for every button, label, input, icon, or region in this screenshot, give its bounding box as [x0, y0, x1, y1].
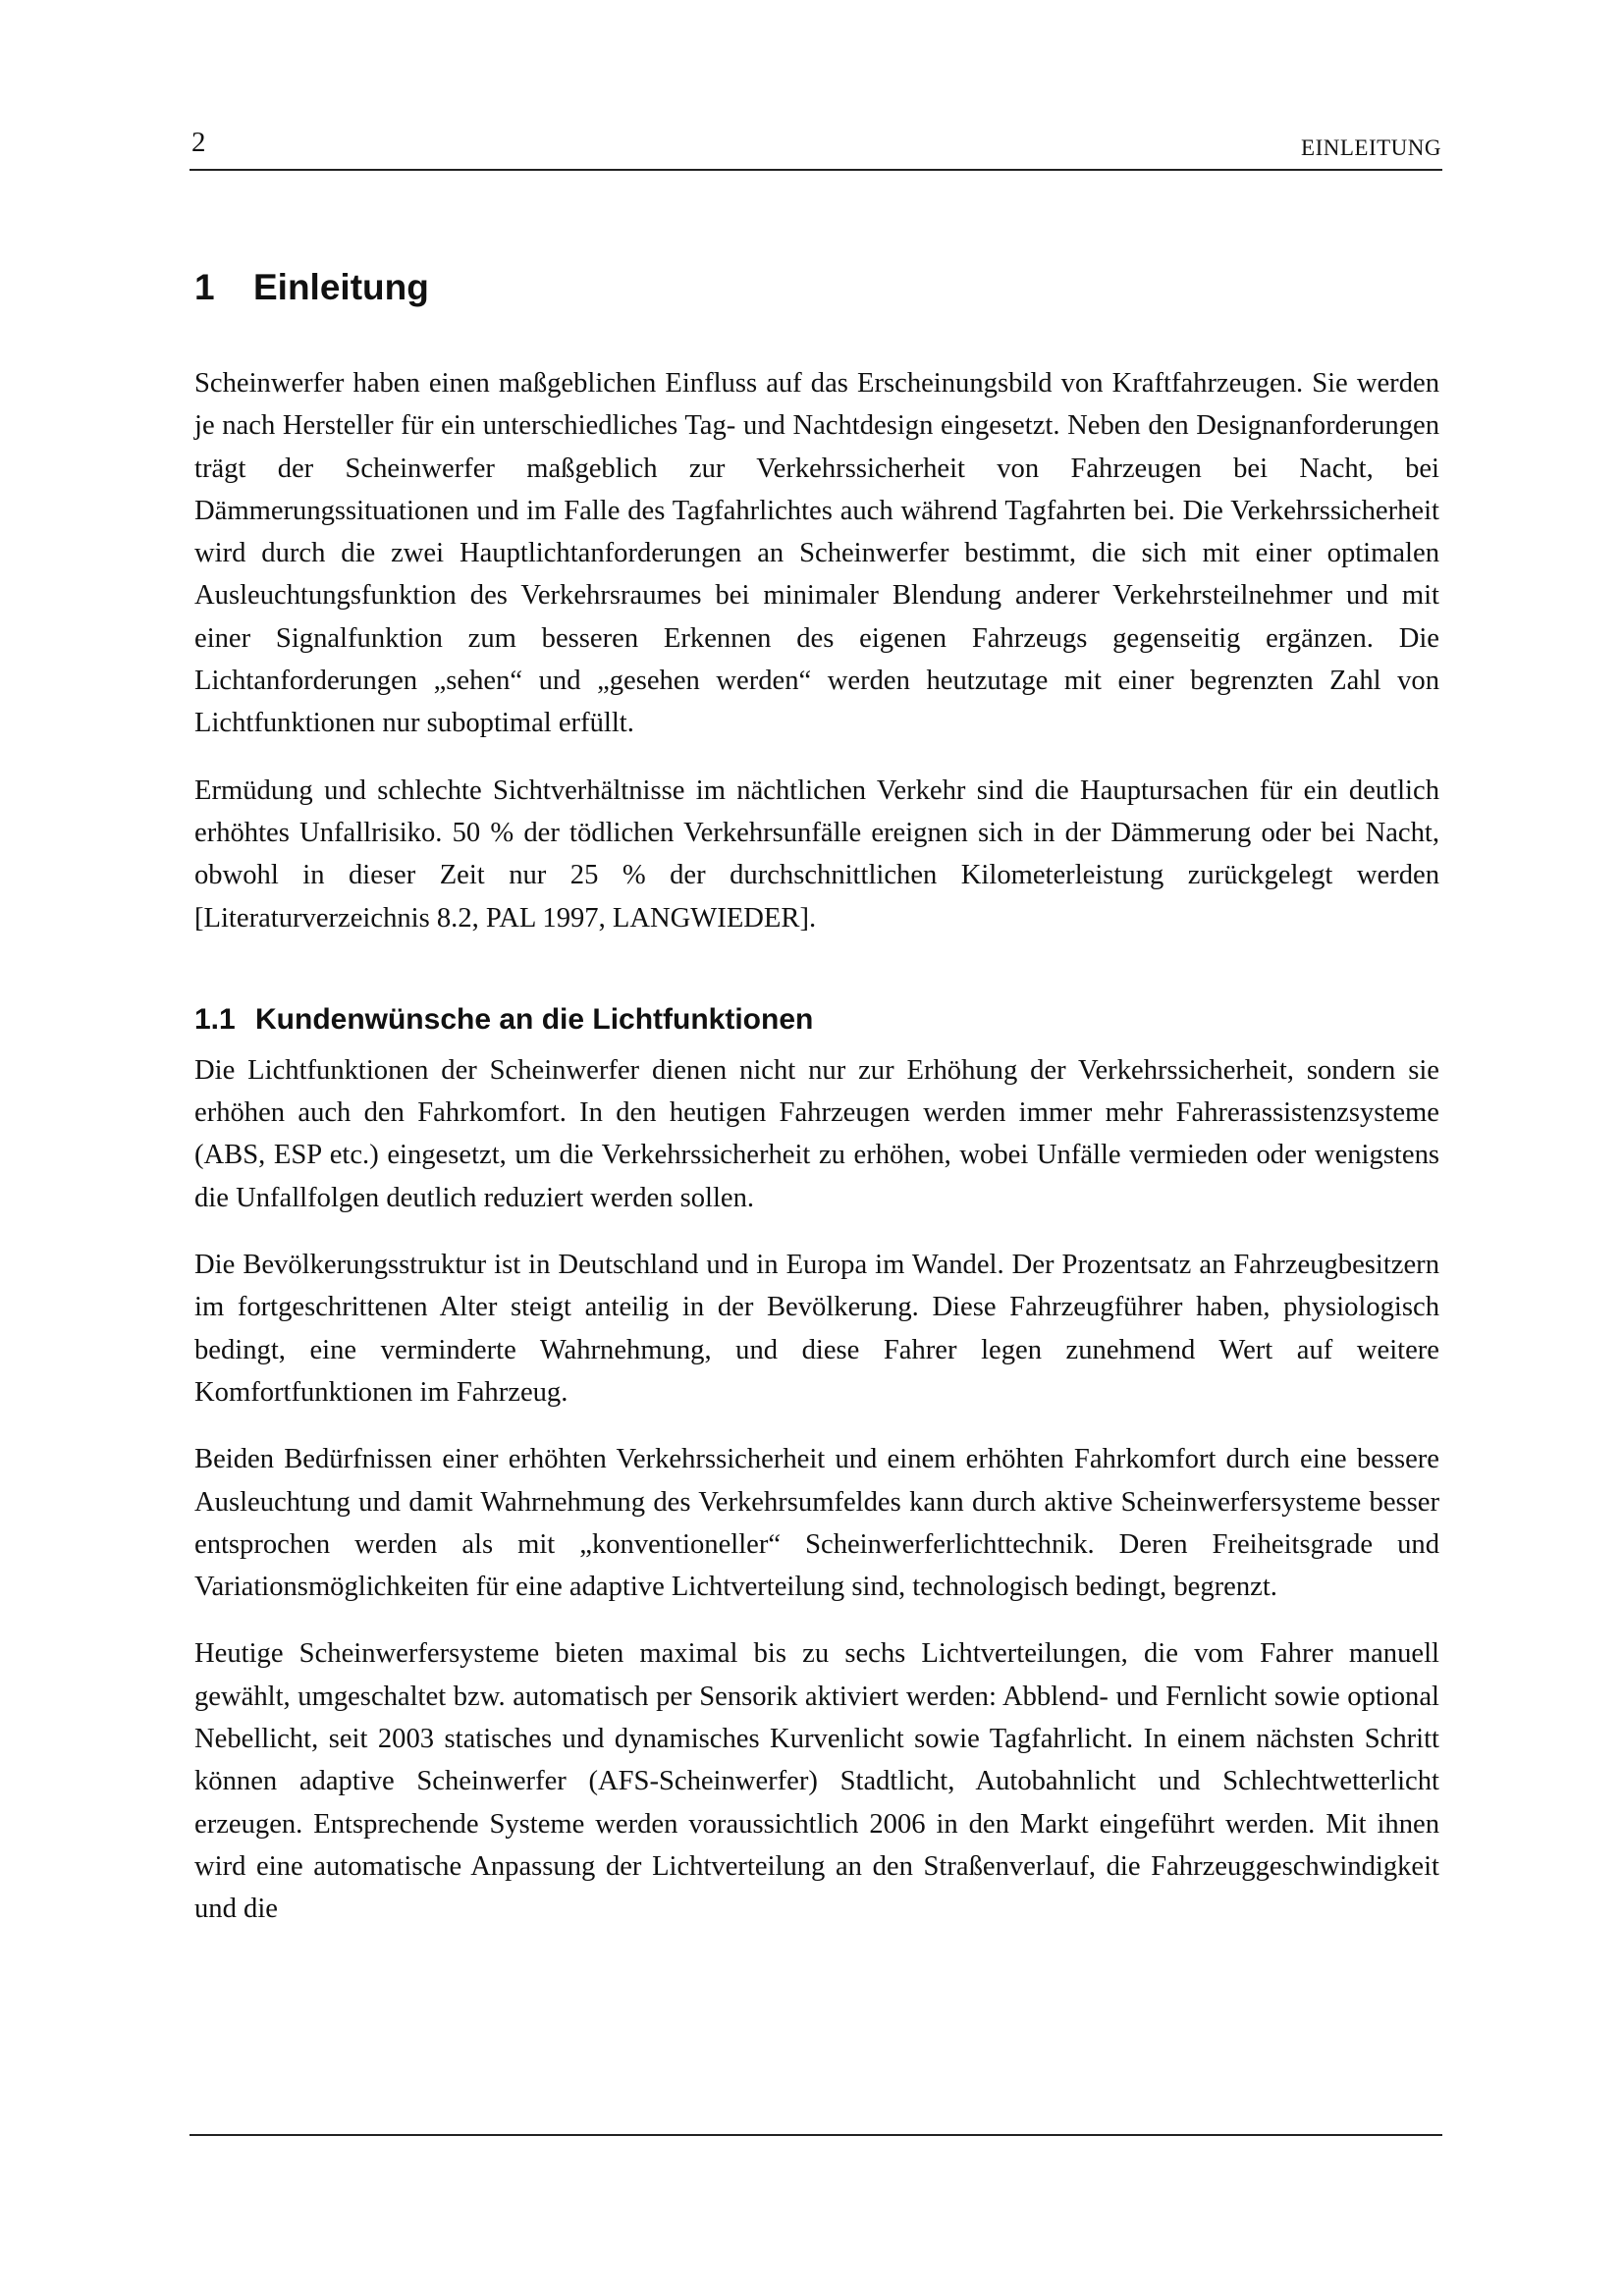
section-number: 1.1 — [194, 1002, 236, 1036]
page-body — [194, 255, 1439, 1931]
header-rule — [189, 169, 1442, 171]
paragraph: Die Lichtfunktionen der Scheinwerfer dienen nicht nur zur Erhöhung der Verkehrssicherheit, sondern sie erhöhen auch den Fahrkomfort. In den heutigen Fahrzeugen werden immer mehr Fahrerassistenzsysteme (ABS, ESP etc.) eingesetzt, um die Verkehrssicherheit zu erhöhen, wobei Unfälle vermieden oder wenigstens die Unfallfolgen deutlich reduziert werden sollen. — [194, 1054, 1439, 1213]
section-heading — [194, 999, 1439, 1041]
running-head: EINLEITUNG — [1301, 135, 1441, 160]
paragraph: Die Bevölkerungsstruktur ist in Deutschland und in Europa im Wandel. Der Prozentsatz an Fahrzeugbesitzern im fortgeschrittenen Alter steigt anteilig in der Bevölkerung. Diese Fahrzeugführer haben, physiologisch bedingt, eine verminderte Wahrnehmung, und diese Fahrer legen zunehmend Wert auf weitere Komfortfunktionen im Fahrzeug. — [194, 1250, 1439, 1408]
chapter-heading — [194, 255, 1439, 320]
paragraph: Scheinwerfer haben einen maßgeblichen Einfluss auf das Erscheinungsbild von Kraftfahrzeugen. Sie werden je nach Hersteller für ein unterschiedliches Tag- und Nachtdesign eingesetzt. Neben den Designanforderungen trägt der Scheinwerfer maßgeblich zur Verkehrssicherheit von Fahrzeugen bei Nacht, bei Dämmerungssituationen und im Falle des Tagfahrlichtes auch während Tagfahrten bei. Die Verkehrssicherheit wird durch die zwei Hauptlichtanforderungen an Scheinwerfer bestimmt, die sich mit einer optimalen Ausleuchtungsfunktion des Verkehrsraumes bei minimaler Blendung anderer Verkehrsteilnehmer und mit einer Signalfunktion zum besseren Erkennen des eigenen Fahrzeugs gegenseitig ergänzen. Die Lichtanforderungen „sehen“ und „gesehen werden“ werden heutzutage mit einer begrenzten Zahl von Lichtfunktionen nur suboptimal erfüllt. — [194, 368, 1439, 739]
footer-rule — [189, 2134, 1442, 2136]
paragraph: Ermüdung und schlechte Sichtverhältnisse im nächtlichen Verkehr sind die Hauptursachen für ein deutlich erhöhtes Unfallrisiko. 50 % der tödlichen Verkehrsunfälle ereignen sich in der Dämmerung oder bei Nacht, obwohl in dieser Zeit nur 25 % der durchschnittlichen Kilometerleistung zurückgelegt werden [Literaturverzeichnis 8.2, PAL 1997, LANGWIEDER]. — [194, 774, 1439, 934]
section-title: Kundenwünsche an die Lichtfunktionen — [255, 1002, 814, 1036]
paragraph: Beiden Bedürfnissen einer erhöhten Verkehrssicherheit und einem erhöhten Fahrkomfort durch eine bessere Ausleuchtung und damit Wahrnehmung des Verkehrsumfeldes kann durch aktive Scheinwerfersysteme besser entsprochen werden als mit „konventioneller“ Scheinwerferlichttechnik. Deren Freiheitsgrade und Variationsmöglichkeiten für eine adaptive Lichtverteilung sind, technologisch bedingt, begrenzt. — [194, 1444, 1439, 1603]
chapter-title: Einleitung — [253, 267, 429, 307]
paragraph: Heutige Scheinwerfersysteme bieten maximal bis zu sechs Lichtverteilungen, die vom Fahrer manuell gewählt, umgeschaltet bzw. automatisch per Sensorik aktiviert werden: Abblend- und Fernlicht sowie optional Nebellicht, seit 2003 statisches und dynamisches Kurvenlicht sowie Tagfahrlicht. In einem nächsten Schritt können adaptive Scheinwerfer (AFS-Scheinwerfer) Stadtlicht, Autobahnlicht und Schlechtwetterlicht erzeugen. Entsprechende Systeme werden voraussichtlich 2006 in den Markt eingeführt werden. Mit ihnen wird eine automatische Anpassung der Lichtverteilung an den Straßenverlauf, die Fahrzeuggeschwindigkeit und die — [194, 1638, 1439, 1925]
chapter-number: 1 — [194, 267, 215, 307]
page-number: 2 — [191, 127, 206, 158]
